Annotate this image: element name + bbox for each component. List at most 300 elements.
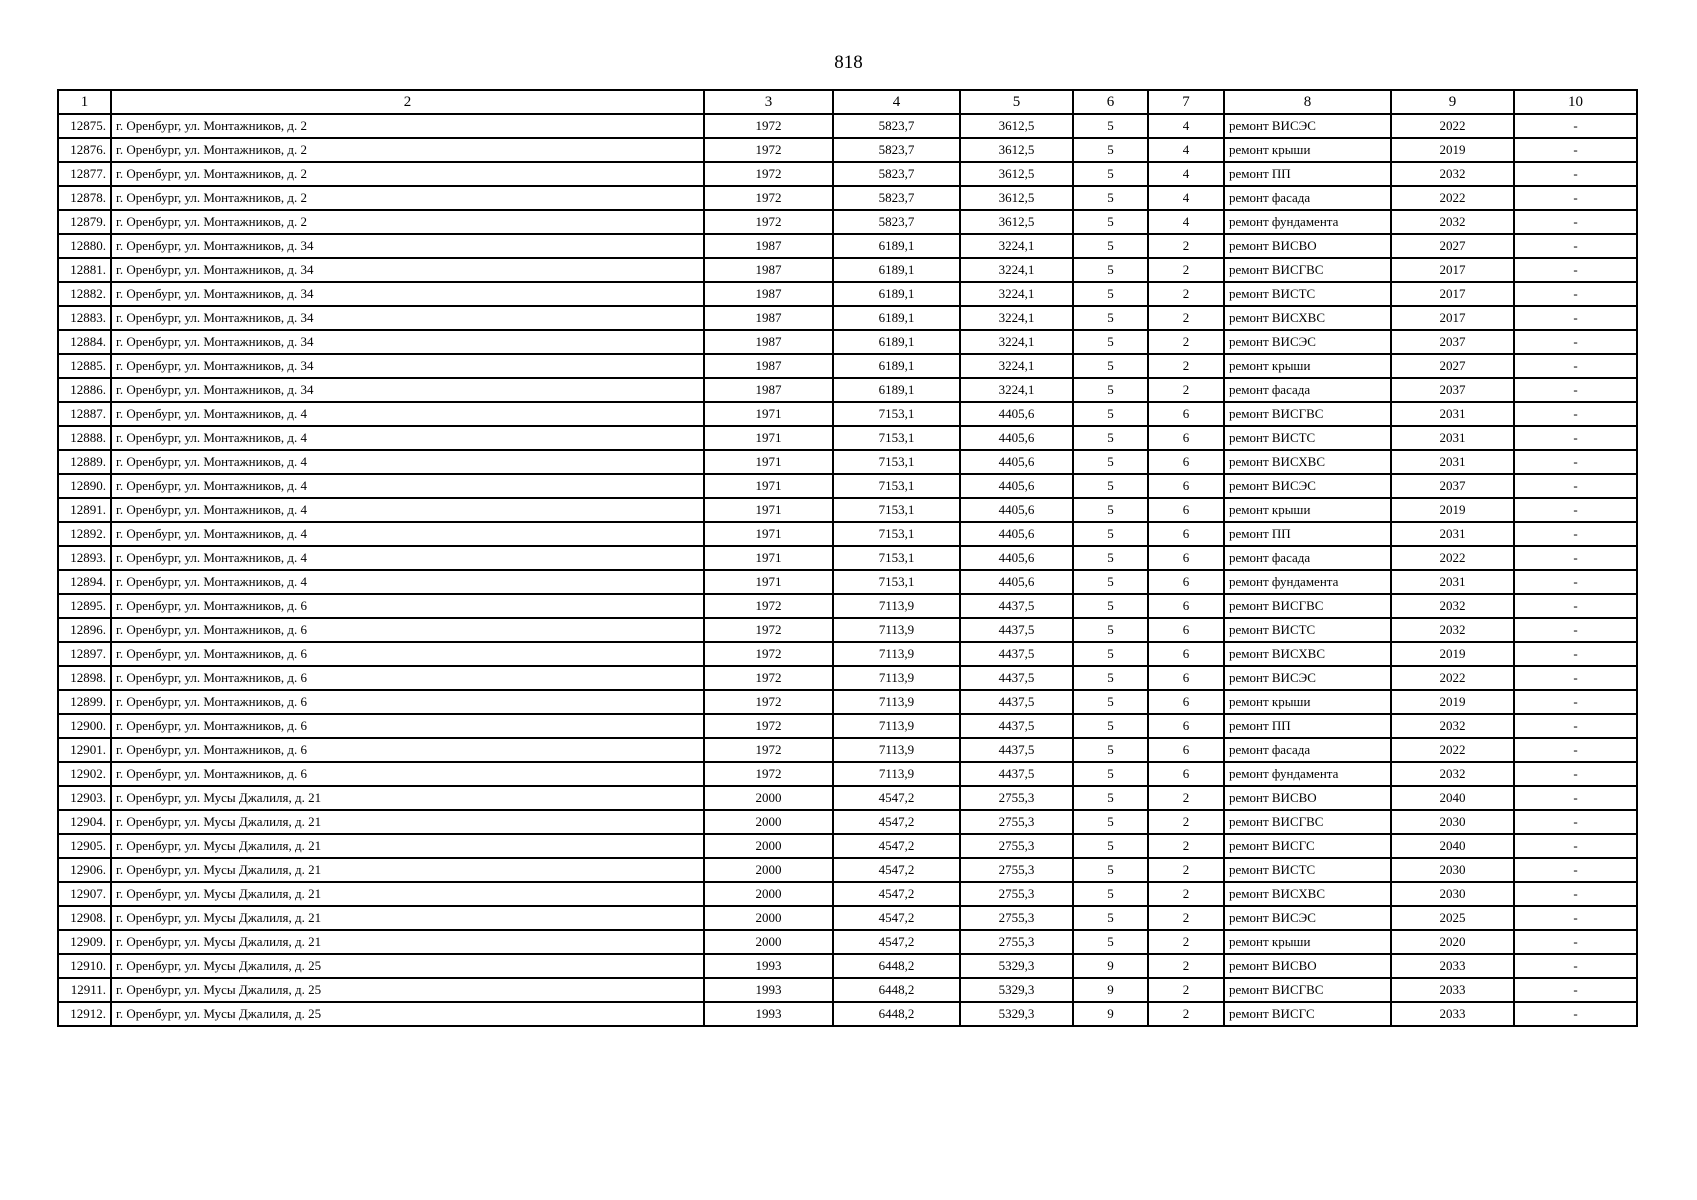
note-cell: -	[1514, 378, 1637, 402]
address-cell: г. Оренбург, ул. Монтажников, д. 2	[111, 114, 704, 138]
living-area-cell: 4437,5	[960, 738, 1073, 762]
total-area-cell: 7113,9	[833, 666, 960, 690]
work-type-cell: ремонт ВИСХВС	[1224, 642, 1391, 666]
address-cell: г. Оренбург, ул. Монтажников, д. 4	[111, 522, 704, 546]
address-cell: г. Оренбург, ул. Монтажников, д. 34	[111, 330, 704, 354]
note-cell: -	[1514, 282, 1637, 306]
living-area-cell: 3612,5	[960, 162, 1073, 186]
address-cell: г. Оренбург, ул. Мусы Джалиля, д. 25	[111, 954, 704, 978]
row-number-cell: 12910.	[58, 954, 111, 978]
planned-year-cell: 2022	[1391, 666, 1514, 690]
entrances-cell: 6	[1148, 426, 1224, 450]
table-row	[58, 858, 1637, 882]
table-row	[58, 522, 1637, 546]
row-number-cell: 12893.	[58, 546, 111, 570]
planned-year-cell: 2031	[1391, 570, 1514, 594]
entrances-cell: 6	[1148, 546, 1224, 570]
entrances-cell: 6	[1148, 474, 1224, 498]
entrances-cell: 6	[1148, 522, 1224, 546]
address-cell: г. Оренбург, ул. Монтажников, д. 6	[111, 642, 704, 666]
floors-cell: 5	[1073, 114, 1148, 138]
floors-cell: 5	[1073, 330, 1148, 354]
page-number: 818	[834, 52, 863, 73]
living-area-cell: 4437,5	[960, 714, 1073, 738]
planned-year-cell: 2030	[1391, 810, 1514, 834]
row-number-cell: 12903.	[58, 786, 111, 810]
year-cell: 1972	[704, 162, 833, 186]
table-row	[58, 186, 1637, 210]
table-row	[58, 978, 1637, 1002]
floors-cell: 5	[1073, 474, 1148, 498]
planned-year-cell: 2030	[1391, 882, 1514, 906]
table-row	[58, 618, 1637, 642]
floors-cell: 5	[1073, 594, 1148, 618]
floors-cell: 9	[1073, 1002, 1148, 1026]
row-number-cell: 12882.	[58, 282, 111, 306]
note-cell: -	[1514, 882, 1637, 906]
total-area-cell: 7113,9	[833, 594, 960, 618]
planned-year-cell: 2022	[1391, 738, 1514, 762]
note-cell: -	[1514, 570, 1637, 594]
planned-year-cell: 2033	[1391, 1002, 1514, 1026]
year-cell: 1987	[704, 234, 833, 258]
floors-cell: 5	[1073, 858, 1148, 882]
address-cell: г. Оренбург, ул. Мусы Джалиля, д. 21	[111, 810, 704, 834]
entrances-cell: 2	[1148, 378, 1224, 402]
row-number-cell: 12896.	[58, 618, 111, 642]
row-number-cell: 12886.	[58, 378, 111, 402]
note-cell: -	[1514, 474, 1637, 498]
entrances-cell: 2	[1148, 234, 1224, 258]
year-cell: 1972	[704, 594, 833, 618]
total-area-cell: 7153,1	[833, 450, 960, 474]
column-header: 8	[1224, 90, 1391, 114]
floors-cell: 9	[1073, 954, 1148, 978]
total-area-cell: 4547,2	[833, 834, 960, 858]
address-cell: г. Оренбург, ул. Монтажников, д. 34	[111, 258, 704, 282]
floors-cell: 5	[1073, 834, 1148, 858]
planned-year-cell: 2017	[1391, 258, 1514, 282]
work-type-cell: ремонт ВИСВО	[1224, 234, 1391, 258]
total-area-cell: 4547,2	[833, 930, 960, 954]
entrances-cell: 4	[1148, 210, 1224, 234]
total-area-cell: 7113,9	[833, 690, 960, 714]
total-area-cell: 6189,1	[833, 354, 960, 378]
row-number-cell: 12892.	[58, 522, 111, 546]
floors-cell: 5	[1073, 162, 1148, 186]
header-row	[58, 90, 1637, 114]
work-type-cell: ремонт ВИСГС	[1224, 1002, 1391, 1026]
entrances-cell: 4	[1148, 138, 1224, 162]
work-type-cell: ремонт фасада	[1224, 738, 1391, 762]
planned-year-cell: 2030	[1391, 858, 1514, 882]
living-area-cell: 4437,5	[960, 642, 1073, 666]
address-cell: г. Оренбург, ул. Мусы Джалиля, д. 21	[111, 882, 704, 906]
floors-cell: 5	[1073, 906, 1148, 930]
year-cell: 1971	[704, 570, 833, 594]
planned-year-cell: 2033	[1391, 954, 1514, 978]
note-cell: -	[1514, 354, 1637, 378]
note-cell: -	[1514, 330, 1637, 354]
note-cell: -	[1514, 738, 1637, 762]
total-area-cell: 7153,1	[833, 426, 960, 450]
living-area-cell: 4405,6	[960, 402, 1073, 426]
entrances-cell: 2	[1148, 330, 1224, 354]
entrances-cell: 6	[1148, 594, 1224, 618]
floors-cell: 5	[1073, 138, 1148, 162]
living-area-cell: 4437,5	[960, 690, 1073, 714]
entrances-cell: 2	[1148, 282, 1224, 306]
total-area-cell: 7113,9	[833, 762, 960, 786]
work-type-cell: ремонт ВИСХВС	[1224, 306, 1391, 330]
row-number-cell: 12889.	[58, 450, 111, 474]
work-type-cell: ремонт фундамента	[1224, 570, 1391, 594]
floors-cell: 5	[1073, 402, 1148, 426]
living-area-cell: 3224,1	[960, 234, 1073, 258]
address-cell: г. Оренбург, ул. Мусы Джалиля, д. 21	[111, 858, 704, 882]
note-cell: -	[1514, 546, 1637, 570]
floors-cell: 5	[1073, 210, 1148, 234]
note-cell: -	[1514, 138, 1637, 162]
note-cell: -	[1514, 642, 1637, 666]
total-area-cell: 7113,9	[833, 618, 960, 642]
living-area-cell: 2755,3	[960, 834, 1073, 858]
total-area-cell: 7153,1	[833, 474, 960, 498]
floors-cell: 5	[1073, 522, 1148, 546]
work-type-cell: ремонт ВИСТС	[1224, 282, 1391, 306]
living-area-cell: 3224,1	[960, 330, 1073, 354]
work-type-cell: ремонт ВИСХВС	[1224, 450, 1391, 474]
total-area-cell: 5823,7	[833, 162, 960, 186]
planned-year-cell: 2031	[1391, 426, 1514, 450]
floors-cell: 5	[1073, 810, 1148, 834]
row-number-cell: 12883.	[58, 306, 111, 330]
entrances-cell: 6	[1148, 618, 1224, 642]
planned-year-cell: 2032	[1391, 210, 1514, 234]
living-area-cell: 3612,5	[960, 186, 1073, 210]
total-area-cell: 6448,2	[833, 954, 960, 978]
year-cell: 1971	[704, 546, 833, 570]
table-row	[58, 594, 1637, 618]
table-row	[58, 738, 1637, 762]
note-cell: -	[1514, 690, 1637, 714]
table-row	[58, 378, 1637, 402]
entrances-cell: 6	[1148, 642, 1224, 666]
total-area-cell: 5823,7	[833, 186, 960, 210]
entrances-cell: 6	[1148, 450, 1224, 474]
address-cell: г. Оренбург, ул. Монтажников, д. 4	[111, 546, 704, 570]
work-type-cell: ремонт ВИСГВС	[1224, 978, 1391, 1002]
entrances-cell: 2	[1148, 858, 1224, 882]
planned-year-cell: 2019	[1391, 138, 1514, 162]
planned-year-cell: 2027	[1391, 234, 1514, 258]
row-number-cell: 12908.	[58, 906, 111, 930]
work-type-cell: ремонт крыши	[1224, 690, 1391, 714]
column-header: 3	[704, 90, 833, 114]
table-row	[58, 690, 1637, 714]
living-area-cell: 3224,1	[960, 354, 1073, 378]
total-area-cell: 6189,1	[833, 306, 960, 330]
table-row	[58, 162, 1637, 186]
work-type-cell: ремонт крыши	[1224, 930, 1391, 954]
living-area-cell: 3224,1	[960, 258, 1073, 282]
note-cell: -	[1514, 402, 1637, 426]
note-cell: -	[1514, 906, 1637, 930]
planned-year-cell: 2022	[1391, 186, 1514, 210]
total-area-cell: 6189,1	[833, 258, 960, 282]
entrances-cell: 4	[1148, 162, 1224, 186]
row-number-cell: 12901.	[58, 738, 111, 762]
floors-cell: 5	[1073, 882, 1148, 906]
floors-cell: 5	[1073, 714, 1148, 738]
work-type-cell: ремонт ВИСЭС	[1224, 114, 1391, 138]
year-cell: 1993	[704, 978, 833, 1002]
planned-year-cell: 2019	[1391, 498, 1514, 522]
table-row	[58, 906, 1637, 930]
table-row	[58, 498, 1637, 522]
address-cell: г. Оренбург, ул. Монтажников, д. 6	[111, 762, 704, 786]
row-number-cell: 12881.	[58, 258, 111, 282]
living-area-cell: 4437,5	[960, 762, 1073, 786]
note-cell: -	[1514, 450, 1637, 474]
row-number-cell: 12875.	[58, 114, 111, 138]
table-row	[58, 954, 1637, 978]
living-area-cell: 2755,3	[960, 882, 1073, 906]
work-type-cell: ремонт ВИСЭС	[1224, 906, 1391, 930]
year-cell: 1987	[704, 282, 833, 306]
table-row	[58, 282, 1637, 306]
note-cell: -	[1514, 930, 1637, 954]
planned-year-cell: 2025	[1391, 906, 1514, 930]
row-number-cell: 12909.	[58, 930, 111, 954]
floors-cell: 5	[1073, 738, 1148, 762]
year-cell: 2000	[704, 906, 833, 930]
planned-year-cell: 2032	[1391, 618, 1514, 642]
note-cell: -	[1514, 162, 1637, 186]
table-row	[58, 210, 1637, 234]
work-type-cell: ремонт ВИСЭС	[1224, 666, 1391, 690]
row-number-cell: 12904.	[58, 810, 111, 834]
row-number-cell: 12899.	[58, 690, 111, 714]
total-area-cell: 6448,2	[833, 1002, 960, 1026]
total-area-cell: 5823,7	[833, 114, 960, 138]
row-number-cell: 12897.	[58, 642, 111, 666]
entrances-cell: 2	[1148, 834, 1224, 858]
year-cell: 1972	[704, 690, 833, 714]
living-area-cell: 2755,3	[960, 786, 1073, 810]
table-row	[58, 810, 1637, 834]
planned-year-cell: 2032	[1391, 594, 1514, 618]
work-type-cell: ремонт фасада	[1224, 546, 1391, 570]
year-cell: 1993	[704, 954, 833, 978]
column-header: 2	[111, 90, 704, 114]
note-cell: -	[1514, 426, 1637, 450]
address-cell: г. Оренбург, ул. Монтажников, д. 6	[111, 594, 704, 618]
floors-cell: 5	[1073, 258, 1148, 282]
floors-cell: 5	[1073, 450, 1148, 474]
entrances-cell: 6	[1148, 714, 1224, 738]
entrances-cell: 2	[1148, 354, 1224, 378]
note-cell: -	[1514, 762, 1637, 786]
table-row	[58, 546, 1637, 570]
row-number-cell: 12891.	[58, 498, 111, 522]
living-area-cell: 4437,5	[960, 666, 1073, 690]
total-area-cell: 7153,1	[833, 498, 960, 522]
entrances-cell: 2	[1148, 954, 1224, 978]
table-row	[58, 882, 1637, 906]
floors-cell: 5	[1073, 666, 1148, 690]
row-number-cell: 12877.	[58, 162, 111, 186]
floors-cell: 5	[1073, 546, 1148, 570]
row-number-cell: 12900.	[58, 714, 111, 738]
floors-cell: 5	[1073, 570, 1148, 594]
address-cell: г. Оренбург, ул. Мусы Джалиля, д. 25	[111, 1002, 704, 1026]
total-area-cell: 4547,2	[833, 786, 960, 810]
total-area-cell: 7153,1	[833, 570, 960, 594]
table-row	[58, 930, 1637, 954]
address-cell: г. Оренбург, ул. Монтажников, д. 34	[111, 378, 704, 402]
address-cell: г. Оренбург, ул. Мусы Джалиля, д. 25	[111, 978, 704, 1002]
living-area-cell: 4405,6	[960, 546, 1073, 570]
total-area-cell: 4547,2	[833, 906, 960, 930]
living-area-cell: 4405,6	[960, 522, 1073, 546]
floors-cell: 5	[1073, 930, 1148, 954]
living-area-cell: 2755,3	[960, 906, 1073, 930]
note-cell: -	[1514, 306, 1637, 330]
address-cell: г. Оренбург, ул. Монтажников, д. 6	[111, 666, 704, 690]
column-header: 7	[1148, 90, 1224, 114]
work-type-cell: ремонт ПП	[1224, 522, 1391, 546]
year-cell: 2000	[704, 834, 833, 858]
work-type-cell: ремонт ПП	[1224, 162, 1391, 186]
table-row	[58, 138, 1637, 162]
year-cell: 1972	[704, 738, 833, 762]
row-number-cell: 12885.	[58, 354, 111, 378]
year-cell: 1972	[704, 642, 833, 666]
floors-cell: 5	[1073, 186, 1148, 210]
column-header: 10	[1514, 90, 1637, 114]
year-cell: 1971	[704, 474, 833, 498]
planned-year-cell: 2037	[1391, 474, 1514, 498]
row-number-cell: 12894.	[58, 570, 111, 594]
total-area-cell: 6189,1	[833, 330, 960, 354]
year-cell: 1971	[704, 522, 833, 546]
living-area-cell: 4437,5	[960, 618, 1073, 642]
column-header: 1	[58, 90, 111, 114]
row-number-cell: 12880.	[58, 234, 111, 258]
address-cell: г. Оренбург, ул. Монтажников, д. 6	[111, 618, 704, 642]
year-cell: 1971	[704, 426, 833, 450]
note-cell: -	[1514, 666, 1637, 690]
year-cell: 1972	[704, 138, 833, 162]
entrances-cell: 2	[1148, 882, 1224, 906]
work-type-cell: ремонт ВИСГВС	[1224, 258, 1391, 282]
row-number-cell: 12906.	[58, 858, 111, 882]
address-cell: г. Оренбург, ул. Монтажников, д. 2	[111, 186, 704, 210]
year-cell: 1972	[704, 618, 833, 642]
total-area-cell: 6189,1	[833, 378, 960, 402]
address-cell: г. Оренбург, ул. Мусы Джалиля, д. 21	[111, 930, 704, 954]
table-row	[58, 426, 1637, 450]
living-area-cell: 3612,5	[960, 114, 1073, 138]
year-cell: 2000	[704, 882, 833, 906]
row-number-cell: 12878.	[58, 186, 111, 210]
total-area-cell: 4547,2	[833, 858, 960, 882]
planned-year-cell: 2022	[1391, 546, 1514, 570]
entrances-cell: 6	[1148, 666, 1224, 690]
address-cell: г. Оренбург, ул. Монтажников, д. 2	[111, 138, 704, 162]
entrances-cell: 6	[1148, 690, 1224, 714]
floors-cell: 9	[1073, 978, 1148, 1002]
year-cell: 2000	[704, 930, 833, 954]
living-area-cell: 5329,3	[960, 954, 1073, 978]
row-number-cell: 12887.	[58, 402, 111, 426]
row-number-cell: 12911.	[58, 978, 111, 1002]
entrances-cell: 6	[1148, 570, 1224, 594]
floors-cell: 5	[1073, 378, 1148, 402]
work-type-cell: ремонт крыши	[1224, 138, 1391, 162]
living-area-cell: 3224,1	[960, 282, 1073, 306]
planned-year-cell: 2019	[1391, 690, 1514, 714]
address-cell: г. Оренбург, ул. Мусы Джалиля, д. 21	[111, 786, 704, 810]
entrances-cell: 2	[1148, 1002, 1224, 1026]
entrances-cell: 2	[1148, 978, 1224, 1002]
entrances-cell: 2	[1148, 906, 1224, 930]
work-type-cell: ремонт ПП	[1224, 714, 1391, 738]
total-area-cell: 7113,9	[833, 738, 960, 762]
column-header: 4	[833, 90, 960, 114]
note-cell: -	[1514, 522, 1637, 546]
living-area-cell: 4405,6	[960, 570, 1073, 594]
year-cell: 1972	[704, 762, 833, 786]
planned-year-cell: 2031	[1391, 522, 1514, 546]
planned-year-cell: 2040	[1391, 834, 1514, 858]
work-type-cell: ремонт крыши	[1224, 498, 1391, 522]
living-area-cell: 4405,6	[960, 450, 1073, 474]
note-cell: -	[1514, 810, 1637, 834]
planned-year-cell: 2032	[1391, 714, 1514, 738]
note-cell: -	[1514, 834, 1637, 858]
address-cell: г. Оренбург, ул. Монтажников, д. 4	[111, 450, 704, 474]
planned-year-cell: 2027	[1391, 354, 1514, 378]
work-type-cell: ремонт ВИСГС	[1224, 834, 1391, 858]
address-cell: г. Оренбург, ул. Монтажников, д. 34	[111, 354, 704, 378]
note-cell: -	[1514, 618, 1637, 642]
year-cell: 1972	[704, 114, 833, 138]
address-cell: г. Оренбург, ул. Монтажников, д. 2	[111, 210, 704, 234]
total-area-cell: 4547,2	[833, 882, 960, 906]
note-cell: -	[1514, 258, 1637, 282]
floors-cell: 5	[1073, 498, 1148, 522]
repair-register-table	[57, 89, 1638, 1027]
year-cell: 1987	[704, 330, 833, 354]
entrances-cell: 6	[1148, 738, 1224, 762]
year-cell: 1987	[704, 354, 833, 378]
table-row	[58, 258, 1637, 282]
note-cell: -	[1514, 234, 1637, 258]
note-cell: -	[1514, 954, 1637, 978]
row-number-cell: 12905.	[58, 834, 111, 858]
address-cell: г. Оренбург, ул. Монтажников, д. 4	[111, 474, 704, 498]
column-header: 9	[1391, 90, 1514, 114]
floors-cell: 5	[1073, 786, 1148, 810]
row-number-cell: 12890.	[58, 474, 111, 498]
planned-year-cell: 2033	[1391, 978, 1514, 1002]
row-number-cell: 12898.	[58, 666, 111, 690]
year-cell: 1971	[704, 450, 833, 474]
work-type-cell: ремонт ВИСЭС	[1224, 330, 1391, 354]
planned-year-cell: 2019	[1391, 642, 1514, 666]
